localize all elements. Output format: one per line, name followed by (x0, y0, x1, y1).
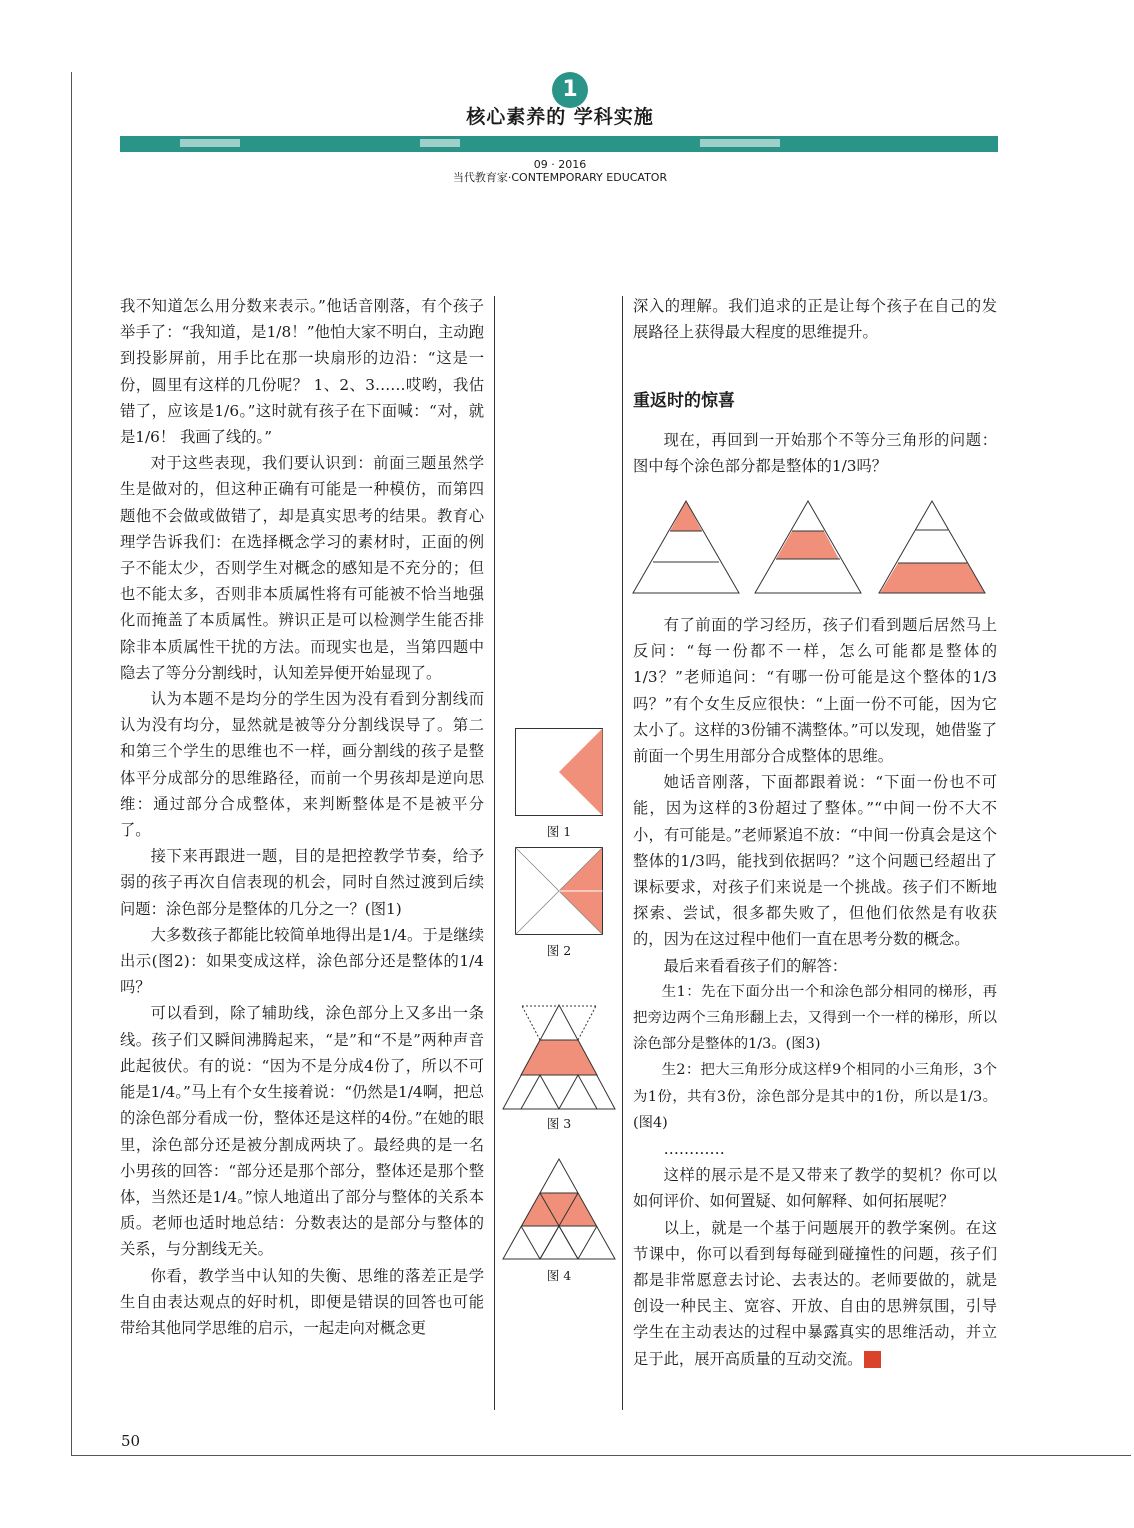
paragraph: 现在，再回到一开始那个不等分三角形的问题：图中每个涂色部分都是整体的1/3吗？ (633, 431, 997, 476)
paragraph: 接下来再跟进一题，目的是把控教学节奏，给予弱的孩子再次自信表现的机会，同时自然过渡到后续问题：涂色部分是整体的几分之一？(图1) (120, 847, 484, 918)
page-frame-left (71, 72, 72, 1456)
figure-caption: 图 2 (546, 943, 572, 958)
shaded-bottom (880, 563, 985, 593)
figure-1-square (515, 728, 603, 816)
figure-4-triangle (502, 1157, 616, 1261)
figure-caption: 图 4 (546, 1268, 572, 1283)
student-answer: 生2：把大三角形分成这样9个相同的小三角形，3个为1份，共有3份，涂色部分是其中的1份，所以是1/3。(图4) (633, 1062, 997, 1131)
band-texture (700, 139, 780, 147)
figure-3-triangle (502, 1003, 616, 1111)
section-title: 核心素养的 学科实施 (466, 106, 654, 128)
issue-info (380, 158, 740, 184)
left-column (120, 293, 484, 1341)
paragraph: 认为本题不是均分的学生因为没有看到分割线而认为没有均分，显然就是被等分分割线误导了。第二和第三个学生的思维也不一样，画分割线的孩子是整体平分成部分的思维路径，而前一个男孩却是逆向思维：通过部分合成整体，来判断整体是不是被平分了。 (120, 690, 484, 840)
section-heading: 重返时的惊喜 (633, 391, 735, 411)
page-frame-bottom (71, 1455, 1131, 1456)
right-column-bottom (633, 612, 997, 1372)
right-intro (633, 427, 997, 479)
shaded-middle (776, 531, 839, 559)
student-answer: 生1：先在下面分出一个和涂色部分相同的梯形，再把旁边两个三角形翻上去，又得到一个一样的梯形，所以涂色部分是整体的1/3。(图3) (633, 983, 997, 1053)
band-texture (180, 139, 240, 147)
paragraph (633, 1215, 997, 1372)
paragraph: 可以看到，除了辅助线，涂色部分上又多出一条线。孩子们又瞬间沸腾起来，“是”和“不是”两种声音此起彼伏。有的说：“因为不是分成4份了，所以不可能是1/4。”马上有个女生接着说：“仍然是1/4啊，把总的涂色部分看成一份，整体还是这样的4份。”在她的眼里，涂色部分还是被分割成两块了。最经典的是一名小男孩的回答：“部分还是那个部分，整体还是那个整体，当然还是1/4。”惊人地道出了部分与整体的关系本质。老师也适时地总结：分数表达的是部分与整体的关系，与分割线无关。 (120, 1004, 484, 1259)
paragraph: 大多数孩子都能比较简单地得出是1/4。于是继续出示(图2)：如果变成这样，涂色部分还是整体的1/4吗？ (120, 925, 484, 997)
paragraph: 你看，教学当中认知的失衡、思维的落差正是学生自由表达观点的好时机，即便是错误的回答也可能带给其他同学思维的启示，一起走向对概念更 (120, 1266, 484, 1337)
band-texture (420, 139, 460, 147)
end-mark-icon: 家 (864, 1351, 881, 1368)
right-column-top (633, 293, 997, 345)
column-divider (622, 296, 623, 1410)
paragraph: 最后来看看孩子们的解答： (663, 956, 848, 975)
closing-text: 以上，就是一个基于问题展开的教学案例。在这节课中，你可以看到每每碰到碰撞性的问题，孩子们都是非常愿意去讨论、去表达的。老师要做的，就是创设一种民主、宽容、开放、自由的思辨氛围，引导学生在主动表达的过程中暴露真实的思维活动，并立足于此，展开高质量的互动交流。 (633, 1218, 997, 1368)
paragraph: 对于这些表现，我们要认识到：前面三题虽然学生是做对的，但这种正确有可能是一种模仿，而第四题他不会做或做错了，却是真实思考的结果。教育心理学告诉我们：在选择概念学习的素材时，正面的例子不能太少，否则学生对概念的感知是不充分的；但也不能太多，否则非本质属性将有可能被不恰当地强化而掩盖了本质属性。辨识正是可以检测学生能否排除非本质属性干扰的方法。而现实也是，当第四题中隐去了等分分割线时，认知差异便开始显现了。 (120, 454, 484, 682)
shaded-trapezoid (521, 1040, 597, 1075)
three-triangles-figure (632, 499, 992, 595)
paragraph: 她话音刚落，下面都跟着说：“下面一份也不可能，因为这样的3份超过了整体。”“中间一份不大不小，有可能是。”老师紧追不放：“中间一份真会是这个整体的1/3吗，能找到依据吗？”这个问题已经超出了课标要求，对孩子们来说是一个挑战。孩子们不断地探索、尝试，很多都失败了，但他们依然是有收获的，因为在这过程中他们一直在思考分数的概念。 (633, 773, 997, 949)
publication-name: 当代教育家·CONTEMPORARY EDUCATOR (452, 171, 668, 184)
shaded-band (521, 1193, 597, 1226)
shaded-top (670, 501, 702, 531)
chapter-badge: 1 (552, 72, 588, 108)
paragraph: 这样的展示是不是又带来了教学的契机？你可以如何评价、如何置疑、如何解释、如何拓展呢？ (633, 1166, 997, 1211)
paragraph: 我不知道怎么用分数来表示。”他话音刚落，有个孩子举手了：“我知道，是1/8！”他怕大家不明白，主动跑到投影屏前，用手比在那一块扇形的边沿：“这是一份，圆里有这样的几份呢？ 1、2、3……哎哟，我估错了，应该是1/6。”这时就有孩子在下面喊：“对，就是1/6！ 我画了线的。” (120, 297, 484, 447)
ellipsis: ………… (663, 1140, 725, 1159)
page-number: 50 (121, 1432, 141, 1450)
paragraph: 深入的理解。我们追求的正是让每个孩子在自己的发展路径上获得最大程度的思维提升。 (633, 297, 997, 342)
figure-caption: 图 3 (546, 1116, 572, 1131)
issue-date: 09 · 2016 (533, 158, 587, 171)
figure-2-square (515, 847, 603, 935)
shaded-quarter (559, 729, 603, 816)
column-divider (494, 296, 495, 1410)
paragraph: 有了前面的学习经历，孩子们看到题后居然马上反问：“每一份都不一样，怎么可能都是整体的1/3？”老师追问：“有哪一份可能是这个整体的1/3吗？”有个女生反应很快：“上面一份不可能，因为它太小了。这样的3份铺不满整体。”可以发现，她借鉴了前面一个男生用部分合成整体的思维。 (633, 616, 997, 766)
header-band (120, 136, 998, 152)
figure-caption: 图 1 (546, 824, 572, 839)
